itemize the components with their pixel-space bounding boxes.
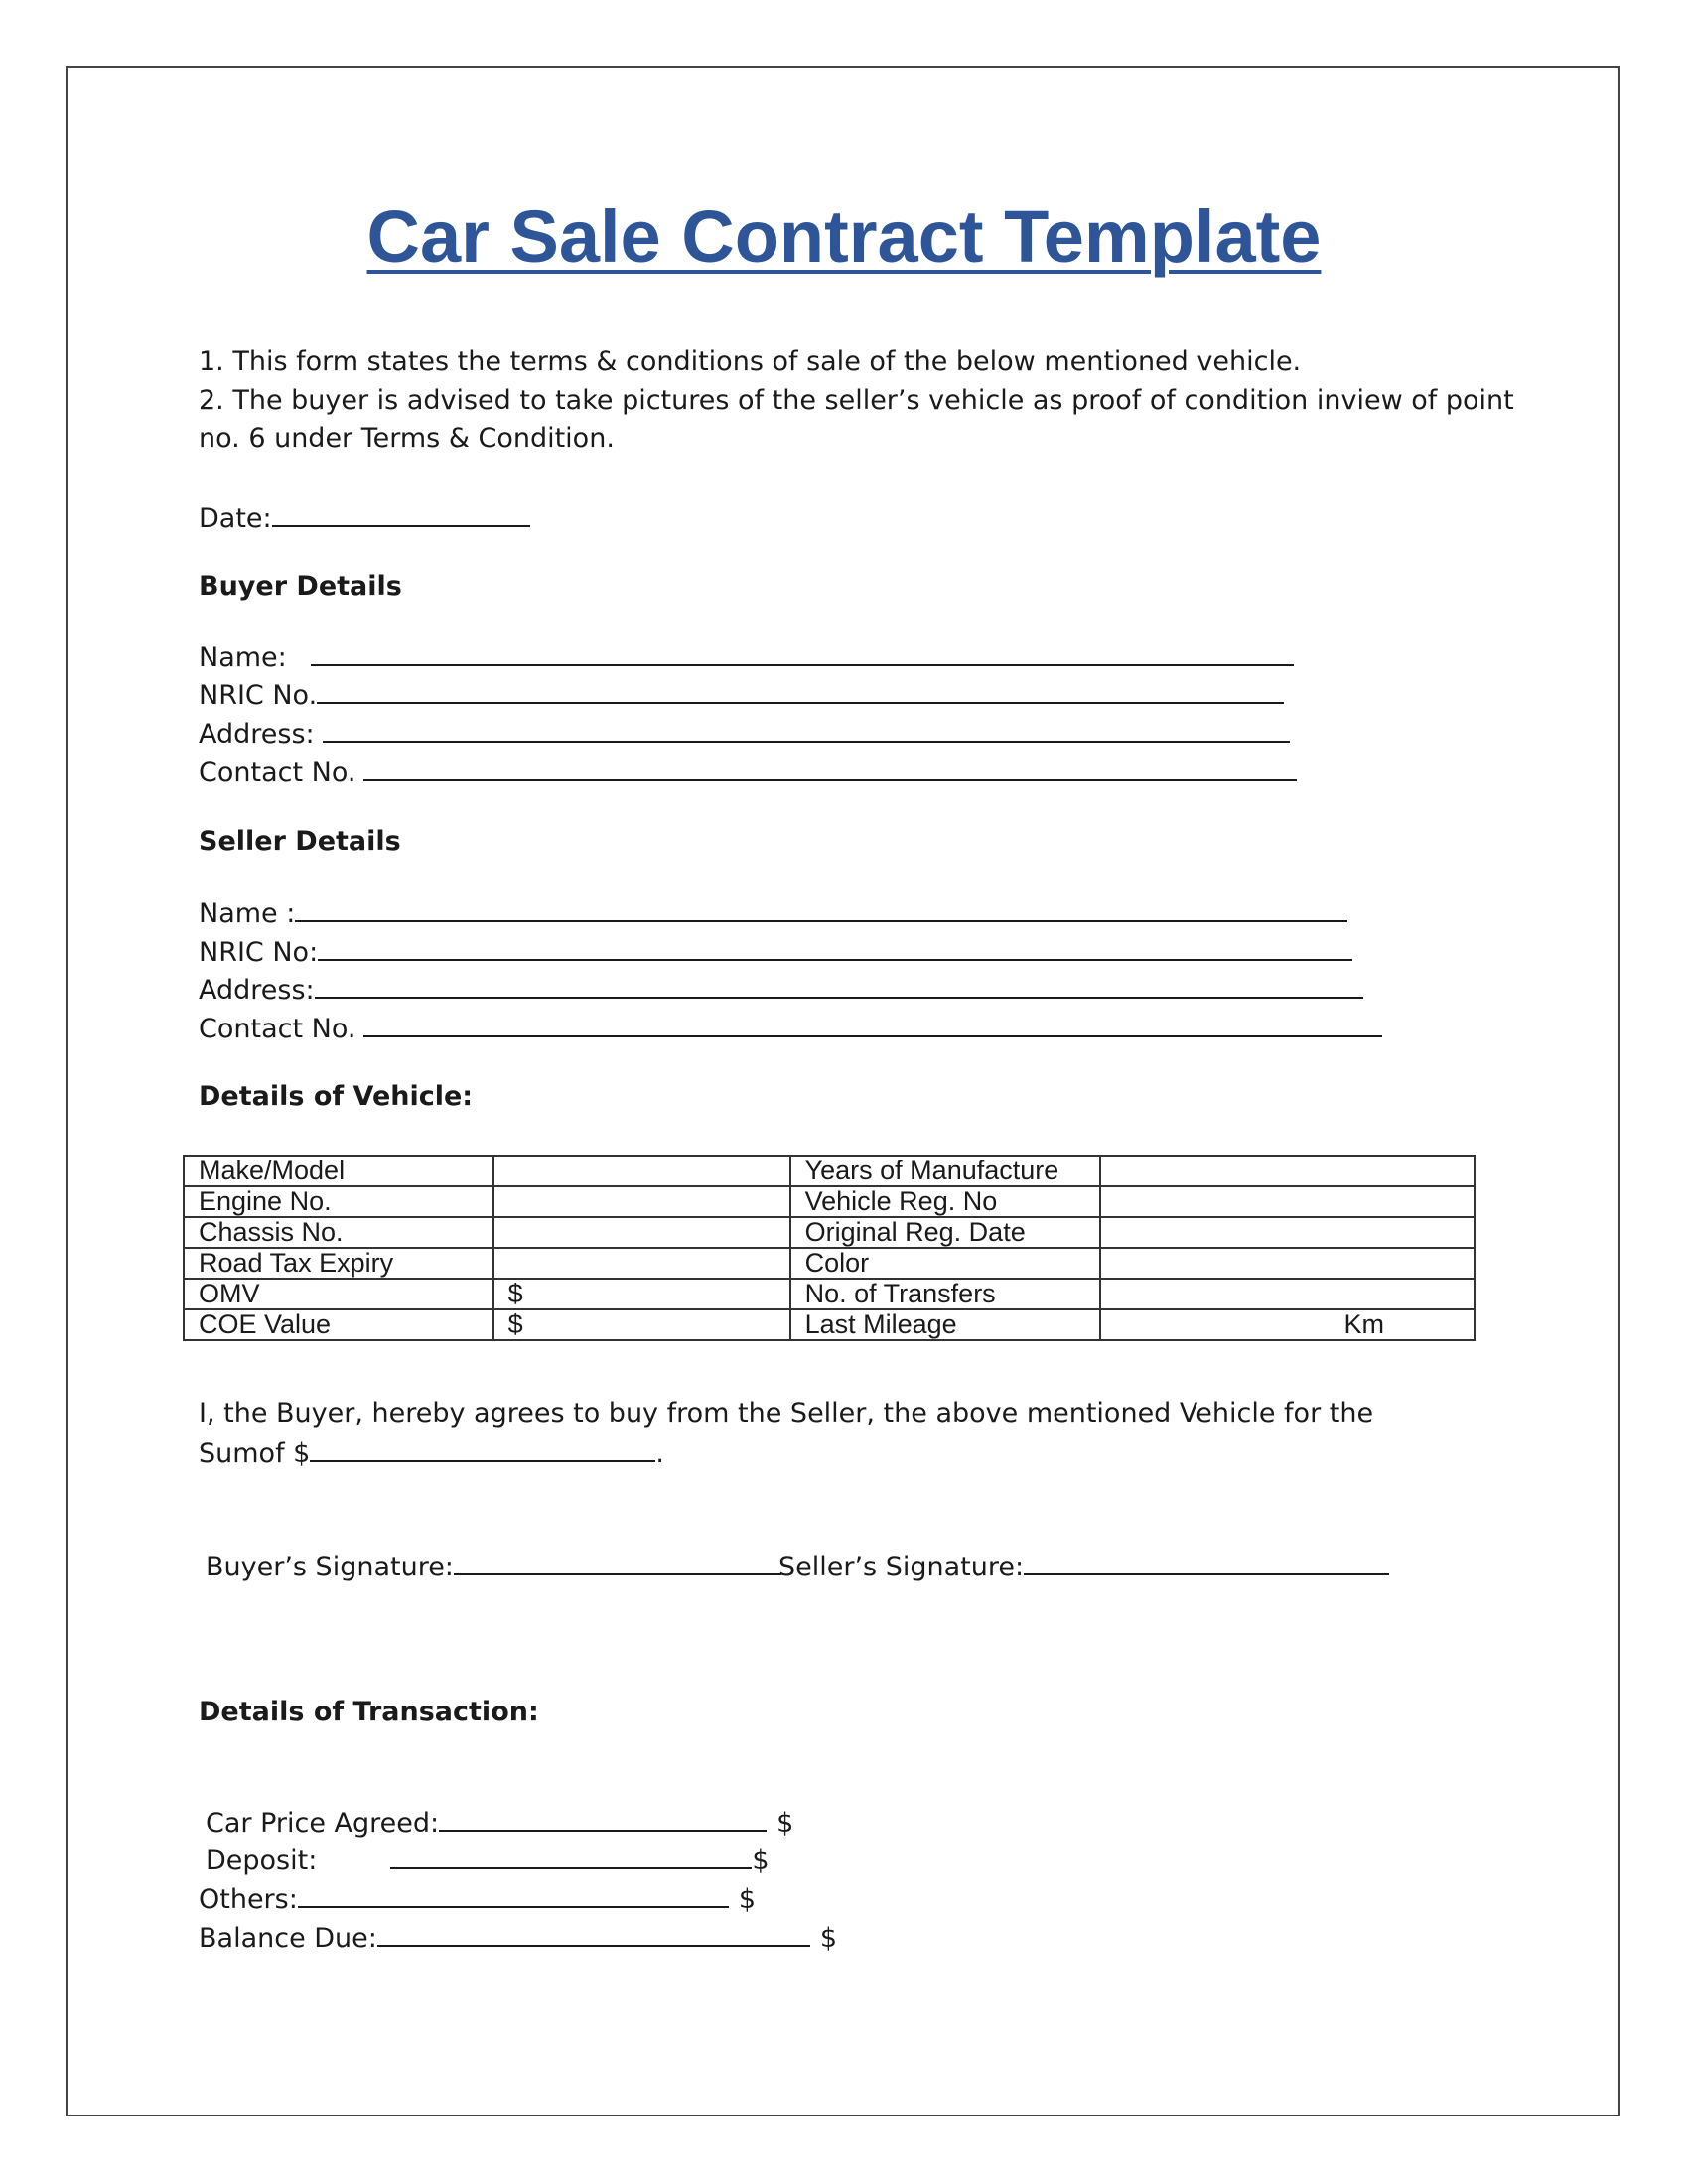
vehicle-value-cell[interactable]: [493, 1186, 790, 1217]
deposit-field: [206, 1841, 770, 1880]
buyer-name-line[interactable]: [311, 637, 1294, 666]
vehicle-label-cell: Original Reg. Date: [790, 1217, 1100, 1248]
vehicle-value-cell[interactable]: [1100, 1279, 1475, 1309]
seller-address-line[interactable]: [315, 970, 1363, 999]
buyer-contact-field: [199, 752, 1297, 792]
balance-due-line[interactable]: [377, 1918, 810, 1947]
vehicle-label-cell: Color: [790, 1248, 1100, 1279]
vehicle-label-cell: Years of Manufacture: [790, 1156, 1100, 1186]
date-field: [199, 498, 530, 538]
vehicle-value-cell[interactable]: $: [493, 1279, 790, 1309]
intro-line-1: 1. This form states the terms & conditions of sale of the below mentioned vehicle.: [199, 346, 1302, 377]
buyer-name-field: [199, 637, 1294, 677]
balance-due-currency: $: [819, 1923, 838, 1954]
vehicle-details-heading: Details of Vehicle:: [199, 1081, 474, 1112]
seller-contact-label: Contact No.: [199, 1014, 356, 1044]
table-row: [184, 1186, 1475, 1217]
buyer-nric-label: NRIC No.: [199, 680, 318, 711]
car-price-line[interactable]: [439, 1803, 767, 1832]
date-input-line[interactable]: [272, 498, 530, 527]
agreement-line-1: I, the Buyer, hereby agrees to buy from the Seller, the above mentioned Vehicle for the: [199, 1398, 1374, 1429]
seller-name-line[interactable]: [295, 893, 1347, 922]
buyer-signature-field: [206, 1547, 781, 1586]
others-label: Others:: [199, 1884, 298, 1915]
seller-contact-field: [199, 1009, 1382, 1048]
buyer-address-field: [199, 714, 1290, 753]
buyer-contact-label: Contact No.: [199, 757, 356, 788]
deposit-label: Deposit:: [206, 1845, 318, 1876]
vehicle-value-cell[interactable]: [1100, 1186, 1475, 1217]
car-price-field: [206, 1803, 793, 1843]
table-row: [184, 1248, 1475, 1279]
agreement-sum-suffix: .: [655, 1438, 664, 1469]
seller-nric-field: [199, 932, 1352, 972]
buyer-nric-field: [199, 675, 1284, 715]
vehicle-label-cell: Last Mileage: [790, 1309, 1100, 1340]
seller-nric-label: NRIC No:: [199, 937, 319, 968]
seller-nric-line[interactable]: [318, 932, 1352, 961]
document-title: Car Sale Contract Template: [366, 196, 1322, 278]
others-field: [199, 1879, 756, 1919]
agreement-sum-prefix: Sumof $: [199, 1438, 311, 1469]
vehicle-value-cell[interactable]: [1100, 1248, 1475, 1279]
vehicle-label-cell: Vehicle Reg. No: [790, 1186, 1100, 1217]
date-label: Date:: [199, 503, 272, 534]
agreement-line-2: [199, 1433, 664, 1473]
seller-signature-field: [778, 1547, 1389, 1586]
vehicle-label-cell: Engine No.: [184, 1186, 493, 1217]
car-price-label: Car Price Agreed:: [206, 1808, 440, 1839]
buyer-nric-line[interactable]: [317, 675, 1284, 704]
deposit-currency: $: [752, 1845, 770, 1876]
table-row: [184, 1156, 1475, 1186]
vehicle-details-table: [183, 1155, 1476, 1341]
intro-line-3: no. 6 under Terms & Condition.: [199, 423, 615, 454]
seller-address-label: Address:: [199, 975, 315, 1006]
buyer-signature-line[interactable]: [454, 1547, 781, 1575]
vehicle-label-cell: COE Value: [184, 1309, 493, 1340]
vehicle-value-cell[interactable]: [1100, 1156, 1475, 1186]
buyer-details-heading: Buyer Details: [199, 571, 402, 602]
vehicle-label-cell: No. of Transfers: [790, 1279, 1100, 1309]
seller-signature-label: Seller’s Signature:: [778, 1552, 1025, 1582]
vehicle-label-cell: OMV: [184, 1279, 493, 1309]
vehicle-label-cell: Make/Model: [184, 1156, 493, 1186]
vehicle-label-cell: Road Tax Expiry: [184, 1248, 493, 1279]
buyer-signature-label: Buyer’s Signature:: [206, 1552, 454, 1582]
intro-line-2: 2. The buyer is advised to take pictures of the seller’s vehicle as proof of condition inview of point: [199, 385, 1514, 416]
agreement-sum-line[interactable]: [310, 1433, 655, 1462]
seller-name-label: Name :: [199, 898, 296, 929]
others-currency: $: [738, 1884, 757, 1915]
seller-name-field: [199, 893, 1347, 933]
table-row: [184, 1309, 1475, 1340]
vehicle-value-cell[interactable]: Km: [1100, 1309, 1475, 1340]
vehicle-label-cell: Chassis No.: [184, 1217, 493, 1248]
deposit-line[interactable]: [390, 1841, 752, 1869]
vehicle-value-cell[interactable]: [493, 1217, 790, 1248]
vehicle-value-cell[interactable]: [1100, 1217, 1475, 1248]
table-row: [184, 1217, 1475, 1248]
vehicle-value-cell[interactable]: [493, 1156, 790, 1186]
seller-contact-line[interactable]: [363, 1009, 1382, 1037]
transaction-details-heading: Details of Transaction:: [199, 1697, 539, 1727]
balance-due-field: [199, 1918, 837, 1958]
car-price-currency: $: [776, 1808, 794, 1839]
buyer-name-label: Name:: [199, 642, 287, 673]
buyer-contact-line[interactable]: [363, 752, 1297, 781]
seller-signature-line[interactable]: [1024, 1547, 1389, 1575]
seller-details-heading: Seller Details: [199, 826, 401, 857]
vehicle-value-cell[interactable]: $: [493, 1309, 790, 1340]
vehicle-value-cell[interactable]: [493, 1248, 790, 1279]
buyer-address-label: Address:: [199, 719, 315, 750]
seller-address-field: [199, 970, 1363, 1010]
balance-due-label: Balance Due:: [199, 1923, 377, 1954]
others-line[interactable]: [298, 1879, 729, 1908]
buyer-address-line[interactable]: [323, 714, 1290, 743]
table-row: [184, 1279, 1475, 1309]
